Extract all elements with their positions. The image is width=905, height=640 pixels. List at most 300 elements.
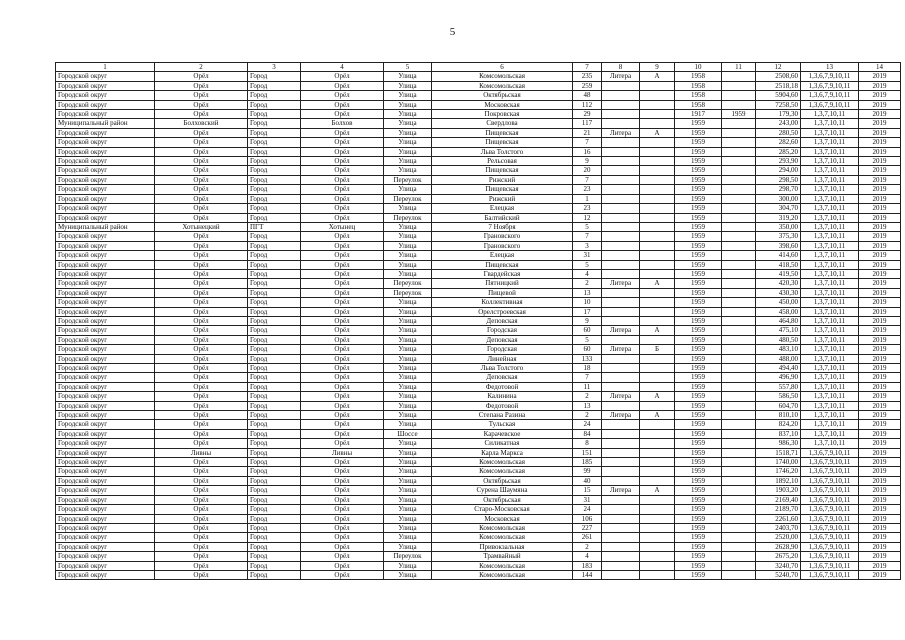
municipality-name-cell: Орёл [155,260,248,269]
building-type-cell [602,429,640,438]
rebuild-year-cell [722,345,756,354]
street-name-cell: Деповская [432,335,573,344]
building-type-cell [602,288,640,297]
building-type-cell: Литера [602,279,640,288]
street-name-cell: Комсомольская [432,533,573,542]
build-year-cell: 1959 [675,561,722,570]
rebuild-year-cell [722,458,756,467]
street-type-cell: Переулок [384,288,432,297]
plan-year-cell: 2019 [859,185,901,194]
municipality-type-cell: Городской округ [56,476,155,485]
street-type-cell: Улица [384,561,432,570]
building-letter-cell [640,166,675,175]
area-cell: 418,50 [756,260,801,269]
table-row [56,279,901,288]
street-type-cell: Улица [384,448,432,457]
plan-year-cell: 2019 [859,533,901,542]
house-number-cell: 2 [573,392,602,401]
street-type-cell: Улица [384,495,432,504]
street-name-cell: Комсомольская [432,72,573,81]
building-type-cell [602,570,640,579]
work-types-cell: 1,3,6,7,9,10,11 [801,81,859,90]
street-name-cell: Карла Маркса [432,448,573,457]
house-number-cell: 60 [573,345,602,354]
build-year-cell: 1959 [675,373,722,382]
street-type-cell: Улица [384,298,432,307]
building-type-cell [602,241,640,250]
column-number-header: 13 [801,63,859,72]
plan-year-cell: 2019 [859,213,901,222]
area-cell: 293,90 [756,157,801,166]
table-row [56,476,901,485]
building-type-cell [602,194,640,203]
rebuild-year-cell [722,401,756,410]
table-row [56,269,901,278]
settlement-type-cell: Город [248,316,301,325]
house-number-cell: 3 [573,241,602,250]
plan-year-cell: 2019 [859,486,901,495]
work-types-cell: 1,3,7,10,11 [801,439,859,448]
house-number-cell: 8 [573,439,602,448]
area-cell: 494,40 [756,364,801,373]
building-type-cell [602,269,640,278]
street-type-cell: Переулок [384,194,432,203]
municipality-type-cell: Городской округ [56,241,155,250]
municipality-name-cell: Орёл [155,110,248,119]
street-type-cell: Переулок [384,279,432,288]
municipality-name-cell: Орёл [155,100,248,109]
house-number-cell: 2 [573,542,602,551]
column-number-header: 4 [301,63,384,72]
settlement-type-cell: Город [248,495,301,504]
table-row [56,335,901,344]
building-letter-cell [640,194,675,203]
settlement-name-cell: Ливны [301,448,384,457]
settlement-name-cell: Орёл [301,364,384,373]
settlement-name-cell: Орёл [301,251,384,260]
rebuild-year-cell [722,157,756,166]
plan-year-cell: 2019 [859,514,901,523]
work-types-cell: 1,3,7,10,11 [801,138,859,147]
plan-year-cell: 2019 [859,467,901,476]
municipality-type-cell: Городской округ [56,448,155,457]
rebuild-year-cell [722,194,756,203]
building-letter-cell [640,232,675,241]
building-type-cell [602,364,640,373]
work-types-cell: 1,3,7,10,11 [801,279,859,288]
settlement-type-cell: ПГТ [248,222,301,231]
table-row [56,326,901,335]
street-type-cell: Улица [384,486,432,495]
table-row [56,213,901,222]
building-letter-cell [640,241,675,250]
settlement-type-cell: Город [248,185,301,194]
house-number-cell: 235 [573,72,602,81]
column-number-header: 5 [384,63,432,72]
building-letter-cell [640,251,675,260]
table-row [56,175,901,184]
municipality-name-cell: Орёл [155,316,248,325]
municipality-name-cell: Ливны [155,448,248,457]
building-letter-cell: А [640,128,675,137]
build-year-cell: 1959 [675,335,722,344]
building-letter-cell [640,354,675,363]
table-row [56,72,901,81]
municipality-type-cell: Городской округ [56,175,155,184]
municipality-name-cell: Орёл [155,542,248,551]
plan-year-cell: 2019 [859,204,901,213]
settlement-name-cell: Орёл [301,241,384,250]
work-types-cell: 1,3,6,7,9,10,11 [801,467,859,476]
building-letter-cell [640,495,675,504]
building-type-cell [602,147,640,156]
column-number-header: 11 [722,63,756,72]
plan-year-cell: 2019 [859,326,901,335]
table-row [56,401,901,410]
building-type-cell [602,542,640,551]
settlement-type-cell: Город [248,345,301,354]
municipality-type-cell: Городской округ [56,138,155,147]
settlement-type-cell: Город [248,279,301,288]
house-number-cell: 151 [573,448,602,457]
street-name-cell: Свердлова [432,119,573,128]
plan-year-cell: 2019 [859,110,901,119]
area-cell: 243,00 [756,119,801,128]
plan-year-cell: 2019 [859,373,901,382]
settlement-type-cell: Город [248,175,301,184]
building-type-cell [602,439,640,448]
building-letter-cell [640,429,675,438]
settlement-name-cell: Орёл [301,335,384,344]
street-name-cell: Пищевой [432,288,573,297]
building-type-cell: Литера [602,392,640,401]
plan-year-cell: 2019 [859,288,901,297]
column-number-header: 10 [675,63,722,72]
column-number-header: 8 [602,63,640,72]
work-types-cell: 1,3,7,10,11 [801,429,859,438]
municipality-type-cell: Городской округ [56,185,155,194]
settlement-name-cell: Орёл [301,458,384,467]
settlement-type-cell: Город [248,166,301,175]
rebuild-year-cell [722,72,756,81]
municipality-name-cell: Орёл [155,138,248,147]
street-type-cell: Улица [384,260,432,269]
street-name-cell: Грановского [432,232,573,241]
area-cell: 2261,60 [756,514,801,523]
build-year-cell: 1959 [675,401,722,410]
rebuild-year-cell [722,298,756,307]
plan-year-cell: 2019 [859,364,901,373]
rebuild-year-cell [722,175,756,184]
area-cell: 1903,20 [756,486,801,495]
street-type-cell: Улица [384,401,432,410]
street-name-cell: Коллективная [432,298,573,307]
building-type-cell [602,458,640,467]
municipality-name-cell: Орёл [155,269,248,278]
area-cell: 2520,00 [756,533,801,542]
street-name-cell: Сурена Шаумяна [432,486,573,495]
street-name-cell: Комсомольская [432,523,573,532]
building-letter-cell [640,335,675,344]
area-cell: 480,50 [756,335,801,344]
work-types-cell: 1,3,6,7,9,10,11 [801,570,859,579]
rebuild-year-cell [722,420,756,429]
settlement-name-cell: Орёл [301,100,384,109]
building-type-cell [602,505,640,514]
area-cell: 179,30 [756,110,801,119]
house-number-cell: 259 [573,81,602,90]
settlement-type-cell: Город [248,373,301,382]
rebuild-year-cell [722,119,756,128]
rebuild-year-cell [722,392,756,401]
street-name-cell: Деповская [432,373,573,382]
building-letter-cell: А [640,486,675,495]
municipality-name-cell: Орёл [155,392,248,401]
street-type-cell: Улица [384,354,432,363]
street-name-cell: Елецкая [432,251,573,260]
plan-year-cell: 2019 [859,269,901,278]
building-type-cell [602,495,640,504]
area-cell: 1740,00 [756,458,801,467]
building-letter-cell: А [640,72,675,81]
municipality-name-cell: Орёл [155,91,248,100]
building-type-cell [602,354,640,363]
street-name-cell: Льва Толстого [432,364,573,373]
plan-year-cell: 2019 [859,128,901,137]
plan-year-cell: 2019 [859,448,901,457]
building-type-cell [602,81,640,90]
building-letter-cell [640,222,675,231]
building-type-cell [602,166,640,175]
street-name-cell: Федотовой [432,382,573,391]
rebuild-year-cell [722,269,756,278]
building-type-cell: Литера [602,486,640,495]
settlement-type-cell: Город [248,251,301,260]
table-row [56,185,901,194]
municipality-name-cell: Орёл [155,147,248,156]
street-name-cell: Комсомольская [432,81,573,90]
street-type-cell: Улица [384,222,432,231]
settlement-type-cell: Город [248,119,301,128]
build-year-cell: 1959 [675,552,722,561]
table-row [56,354,901,363]
rebuild-year-cell [722,476,756,485]
build-year-cell: 1959 [675,288,722,297]
rebuild-year-cell [722,288,756,297]
municipality-name-cell: Орёл [155,185,248,194]
column-number-header: 7 [573,63,602,72]
house-number-cell: 31 [573,495,602,504]
settlement-name-cell: Орёл [301,138,384,147]
street-name-cell: Привокзальная [432,542,573,551]
street-name-cell: Карачевское [432,429,573,438]
municipality-type-cell: Городской округ [56,128,155,137]
street-name-cell: 7 Ноября [432,222,573,231]
street-name-cell: Калинина [432,392,573,401]
area-cell: 2169,40 [756,495,801,504]
build-year-cell: 1959 [675,213,722,222]
municipality-type-cell: Городской округ [56,91,155,100]
table-row [56,91,901,100]
settlement-type-cell: Город [248,411,301,420]
street-type-cell: Улица [384,382,432,391]
build-year-cell: 1959 [675,204,722,213]
house-number-cell: 13 [573,288,602,297]
municipality-name-cell: Орёл [155,458,248,467]
settlement-name-cell: Орёл [301,439,384,448]
settlement-name-cell: Орёл [301,505,384,514]
municipality-name-cell: Орёл [155,354,248,363]
settlement-type-cell: Город [248,147,301,156]
municipality-type-cell: Городской округ [56,279,155,288]
building-type-cell [602,175,640,184]
house-number-cell: 7 [573,232,602,241]
area-cell: 557,80 [756,382,801,391]
area-cell: 2508,60 [756,72,801,81]
building-letter-cell [640,542,675,551]
building-letter-cell [640,401,675,410]
build-year-cell: 1959 [675,185,722,194]
table-row [56,439,901,448]
plan-year-cell: 2019 [859,570,901,579]
municipality-type-cell: Городской округ [56,307,155,316]
build-year-cell: 1959 [675,251,722,260]
municipality-name-cell: Болховский [155,119,248,128]
municipality-type-cell: Городской округ [56,420,155,429]
table-row [56,100,901,109]
table-row [56,392,901,401]
house-number-cell: 84 [573,429,602,438]
plan-year-cell: 2019 [859,392,901,401]
street-type-cell: Улица [384,269,432,278]
house-number-cell: 227 [573,523,602,532]
house-number-cell: 10 [573,298,602,307]
build-year-cell: 1917 [675,110,722,119]
settlement-type-cell: Город [248,382,301,391]
municipality-type-cell: Городской округ [56,354,155,363]
house-number-cell: 2 [573,279,602,288]
municipality-type-cell: Городской округ [56,382,155,391]
plan-year-cell: 2019 [859,542,901,551]
municipality-type-cell: Городской округ [56,72,155,81]
table-row [56,448,901,457]
building-letter-cell [640,213,675,222]
building-letter-cell: А [640,279,675,288]
rebuild-year-cell [722,542,756,551]
building-type-cell [602,119,640,128]
street-type-cell: Улица [384,345,432,354]
area-cell: 282,60 [756,138,801,147]
street-name-cell: Покровская [432,110,573,119]
rebuild-year-cell [722,448,756,457]
street-type-cell: Улица [384,533,432,542]
municipality-name-cell: Орёл [155,81,248,90]
work-types-cell: 1,3,6,7,9,10,11 [801,458,859,467]
table-row [56,570,901,579]
plan-year-cell: 2019 [859,72,901,81]
street-type-cell: Улица [384,523,432,532]
area-cell: 604,70 [756,401,801,410]
rebuild-year-cell: 1959 [722,110,756,119]
table-row [56,128,901,137]
house-number-cell: 106 [573,514,602,523]
table-row [56,429,901,438]
build-year-cell: 1959 [675,505,722,514]
table-row [56,307,901,316]
work-types-cell: 1,3,6,7,9,10,11 [801,91,859,100]
house-number-cell: 9 [573,157,602,166]
house-number-cell: 12 [573,213,602,222]
house-number-cell: 23 [573,204,602,213]
street-name-cell: Комсомольская [432,467,573,476]
table-row [56,241,901,250]
table-row [56,110,901,119]
building-letter-cell [640,307,675,316]
rebuild-year-cell [722,279,756,288]
work-types-cell: 1,3,7,10,11 [801,128,859,137]
table-row [56,505,901,514]
plan-year-cell: 2019 [859,476,901,485]
building-letter-cell [640,420,675,429]
rebuild-year-cell [722,486,756,495]
settlement-type-cell: Город [248,213,301,222]
work-types-cell: 1,3,6,7,9,10,11 [801,505,859,514]
table-row [56,495,901,504]
building-type-cell [602,420,640,429]
house-number-cell: 1 [573,194,602,203]
street-name-cell: Федотовой [432,401,573,410]
municipality-name-cell: Орёл [155,345,248,354]
plan-year-cell: 2019 [859,91,901,100]
build-year-cell: 1959 [675,354,722,363]
municipality-name-cell: Орёл [155,204,248,213]
area-cell: 280,50 [756,128,801,137]
street-type-cell: Улица [384,72,432,81]
house-number-cell: 9 [573,316,602,325]
settlement-name-cell: Орёл [301,175,384,184]
settlement-type-cell: Город [248,392,301,401]
work-types-cell: 1,3,7,10,11 [801,420,859,429]
municipality-name-cell: Орёл [155,307,248,316]
municipality-name-cell: Орёл [155,175,248,184]
plan-year-cell: 2019 [859,401,901,410]
column-number-header: 2 [155,63,248,72]
area-cell: 298,70 [756,185,801,194]
building-type-cell [602,204,640,213]
area-cell: 5240,70 [756,570,801,579]
settlement-type-cell: Город [248,401,301,410]
area-cell: 298,50 [756,175,801,184]
table-row [56,364,901,373]
building-type-cell [602,185,640,194]
building-letter-cell [640,570,675,579]
municipality-type-cell: Городской округ [56,364,155,373]
table-row [56,458,901,467]
settlement-type-cell: Город [248,354,301,363]
settlement-name-cell: Орёл [301,157,384,166]
work-types-cell: 1,3,7,10,11 [801,345,859,354]
work-types-cell: 1,3,6,7,9,10,11 [801,533,859,542]
area-cell: 1892,10 [756,476,801,485]
table-row [56,523,901,532]
street-name-cell: Городская [432,326,573,335]
building-letter-cell [640,561,675,570]
column-number-header: 14 [859,63,901,72]
building-type-cell [602,335,640,344]
table-row [56,147,901,156]
building-letter-cell [640,364,675,373]
settlement-name-cell: Орёл [301,495,384,504]
